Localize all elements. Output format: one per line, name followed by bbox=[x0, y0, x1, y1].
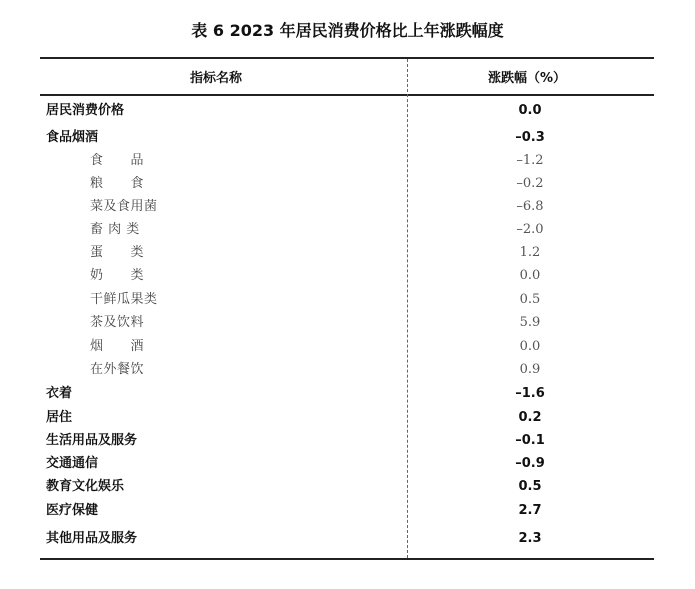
table-row bbox=[0, 243, 695, 263]
table-row bbox=[0, 128, 695, 148]
row-change-value: 1.2 bbox=[519, 245, 541, 260]
table-row bbox=[0, 408, 695, 428]
row-change-value: 0.2 bbox=[518, 410, 542, 425]
row-change-value: 5.9 bbox=[519, 315, 541, 330]
row-indicator-name: 其他用品及服务 bbox=[46, 531, 138, 546]
table-row bbox=[0, 174, 695, 194]
table-row bbox=[0, 266, 695, 286]
row-indicator-name: 食品烟酒 bbox=[46, 130, 99, 145]
row-indicator-name: 烟 酒 bbox=[90, 339, 145, 354]
row-indicator-name: 菜及食用菌 bbox=[90, 199, 158, 214]
row-change-value: 0.0 bbox=[519, 268, 541, 283]
row-indicator-name: 医疗保健 bbox=[46, 503, 99, 518]
row-indicator-name: 奶 类 bbox=[90, 268, 145, 283]
row-change-value: 0.5 bbox=[519, 292, 541, 307]
table-row bbox=[0, 220, 695, 240]
row-change-value: –2.0 bbox=[516, 222, 544, 237]
row-change-value: –0.2 bbox=[516, 176, 544, 191]
row-change-value: 0.5 bbox=[518, 479, 542, 494]
table-row bbox=[0, 431, 695, 451]
row-change-value: 2.7 bbox=[518, 503, 542, 518]
row-change-value: –0.1 bbox=[515, 433, 545, 448]
row-indicator-name: 交通通信 bbox=[46, 456, 99, 471]
table-row bbox=[0, 290, 695, 310]
row-indicator-name: 食 品 bbox=[90, 153, 145, 168]
row-change-value: 2.3 bbox=[518, 531, 542, 546]
table-row bbox=[0, 454, 695, 474]
row-change-value: –0.3 bbox=[515, 130, 545, 145]
row-indicator-name: 蛋 类 bbox=[90, 245, 145, 260]
row-change-value: –6.8 bbox=[516, 199, 544, 214]
row-change-value: 0.0 bbox=[519, 339, 541, 354]
table-row bbox=[0, 313, 695, 333]
row-change-value: 0.9 bbox=[519, 362, 541, 377]
row-change-value: –0.9 bbox=[515, 456, 545, 471]
header-change-rate: 涨跌幅（%） bbox=[488, 71, 567, 86]
row-change-value: –1.2 bbox=[516, 153, 544, 168]
header-indicator-name: 指标名称 bbox=[190, 71, 243, 86]
table-row bbox=[0, 501, 695, 521]
row-indicator-name: 干鲜瓜果类 bbox=[90, 292, 158, 307]
table-row bbox=[0, 197, 695, 217]
row-indicator-name: 居住 bbox=[46, 410, 73, 425]
table-row bbox=[0, 477, 695, 497]
row-change-value: –1.6 bbox=[515, 386, 545, 401]
table-row bbox=[0, 384, 695, 404]
table-row bbox=[0, 529, 695, 549]
table-row bbox=[0, 101, 695, 121]
table-bottom-rule bbox=[40, 558, 654, 560]
row-indicator-name: 畜 肉 类 bbox=[90, 222, 140, 237]
row-indicator-name: 粮 食 bbox=[90, 176, 145, 191]
row-indicator-name: 教育文化娱乐 bbox=[46, 479, 125, 494]
row-indicator-name: 衣着 bbox=[46, 386, 73, 401]
row-change-value: 0.0 bbox=[518, 103, 542, 118]
row-indicator-name: 茶及饮料 bbox=[90, 315, 145, 330]
row-indicator-name: 居民消费价格 bbox=[46, 103, 125, 118]
table-row bbox=[0, 337, 695, 357]
table-title: 表 6 2023 年居民消费价格比上年涨跌幅度 bbox=[191, 21, 504, 40]
table-row bbox=[0, 151, 695, 171]
row-indicator-name: 在外餐饮 bbox=[90, 362, 145, 377]
table-row bbox=[0, 360, 695, 380]
row-indicator-name: 生活用品及服务 bbox=[46, 433, 138, 448]
